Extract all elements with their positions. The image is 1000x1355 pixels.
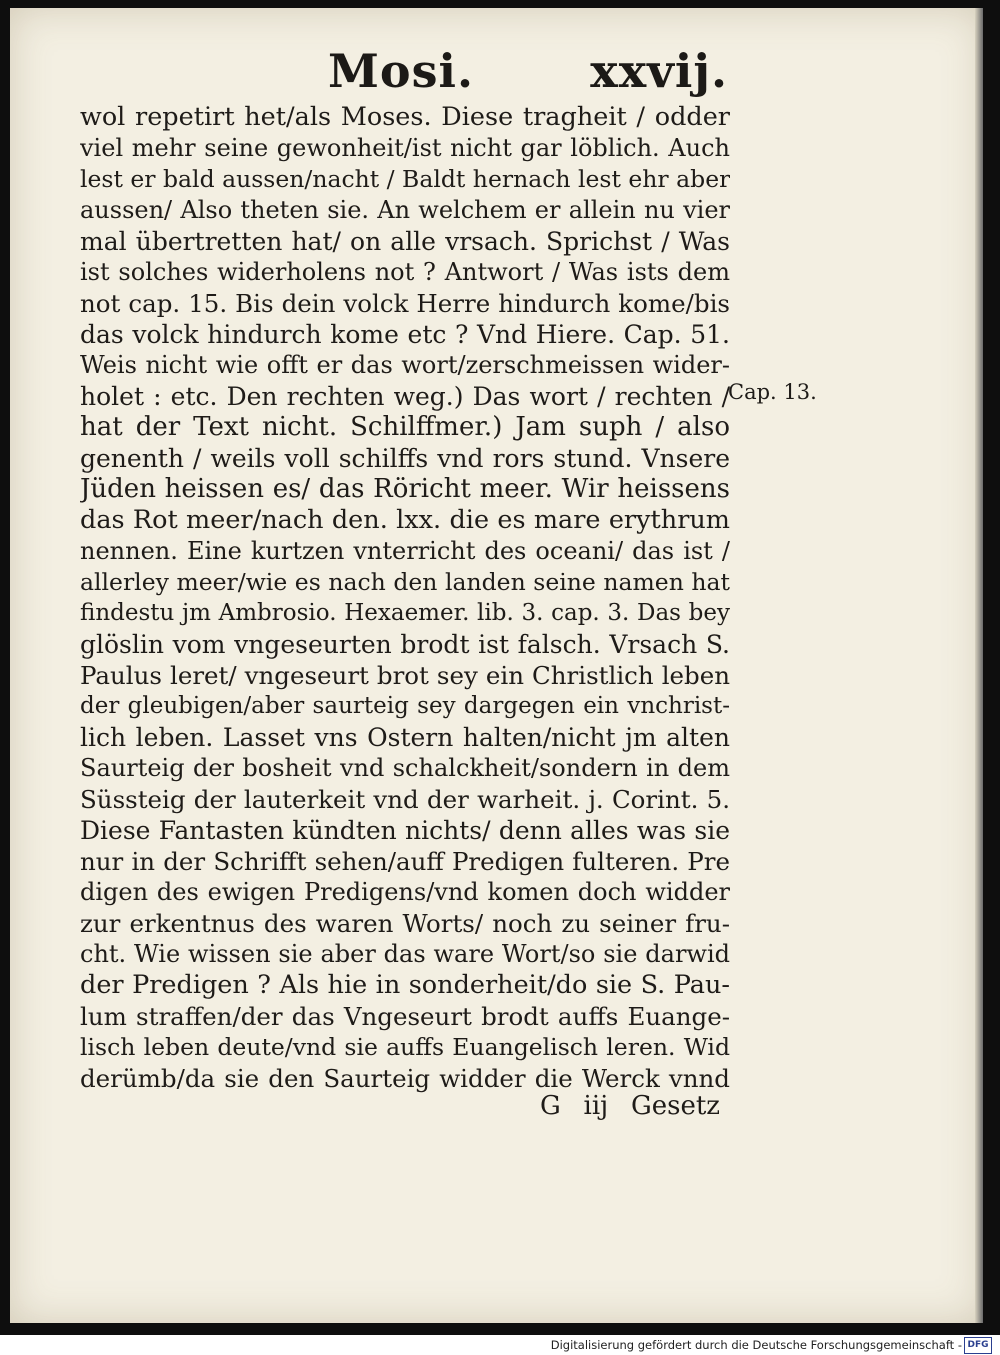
- text-line: derümb/da sie den Saurteig widder die Werck vnnd: [80, 1064, 730, 1093]
- folio-number: xxvij.: [590, 44, 728, 98]
- text-line: viel mehr seine gewonheit/ist nicht gar löblich. Auch: [80, 134, 730, 162]
- text-line: lest er bald aussen/nacht / Baldt hernach lest ehr aber: [80, 165, 730, 193]
- text-line: wol repetirt het/als Moses. Diese tragheit / odder: [80, 102, 730, 132]
- text-line: das volck hindurch kome etc ? Vnd Hiere. Cap. 51.: [80, 320, 730, 349]
- text-line: mal übertretten hat/ on alle vrsach. Sprichst / Was: [80, 227, 730, 256]
- text-line: ist solches widerholens not ? Antwort / Was ists dem: [80, 258, 730, 286]
- page-edge: [975, 8, 983, 1323]
- running-head: [328, 44, 728, 104]
- text-line: holet : etc. Den rechten weg.) Das wort / rechten /: [80, 382, 730, 411]
- footer-bar: [0, 1335, 1000, 1355]
- text-line: hat der Text nicht. Schilffmer.) Jam suph / also: [80, 412, 730, 442]
- text-line: der gleubigen/aber saurteig sey dargegen ein vnchrist-: [80, 693, 730, 719]
- body-text: [80, 102, 730, 1094]
- text-line: der Predigen ? Als hie in sonderheit/do sie S. Pau-: [80, 970, 730, 1000]
- running-head-title: Mosi.: [328, 44, 474, 98]
- text-line: Jüden heissen es/ das Röricht meer. Wir heissens: [80, 474, 730, 504]
- signature-line: [540, 1091, 720, 1121]
- margin-note: Cap. 13.: [728, 380, 817, 404]
- text-line: lich leben. Lasset vns Ostern halten/nicht jm alten: [80, 723, 730, 752]
- signature-leaf: iij: [583, 1091, 609, 1121]
- text-line: nennen. Eine kurtzen vnterricht des oceani/ das ist /: [80, 537, 730, 565]
- book-page: [10, 8, 983, 1323]
- text-line: Weis nicht wie offt er das wort/zerschmeissen wider-: [80, 351, 730, 379]
- text-line: digen des ewigen Predigens/vnd komen doch widder: [80, 878, 730, 906]
- text-line: allerley meer/wie es nach den landen seine namen hat: [80, 568, 730, 596]
- text-line: aussen/ Also theten sie. An welchem er allein nu vier: [80, 196, 730, 224]
- text-line: das Rot meer/nach den. lxx. die es mare erythrum: [80, 505, 730, 535]
- text-line: findestu jm Ambrosio. Hexaemer. lib. 3. cap. 3. Das bey: [80, 600, 730, 626]
- text-line: genenth / weils voll schilffs vnd rors stund. Vnsere: [80, 444, 730, 473]
- footer-credit: Digitalisierung gefördert durch die Deutsche Forschungsgemeinschaft -: [550, 1338, 962, 1352]
- signature-mark: G: [540, 1091, 561, 1121]
- dfg-logo-icon: DFG: [964, 1337, 992, 1354]
- text-line: nur in der Schrifft sehen/auff Predigen fulteren. Pre: [80, 847, 730, 876]
- text-line: glöslin vom vngeseurten brodt ist falsch. Vrsach S.: [80, 630, 730, 659]
- catchword: Gesetz: [630, 1091, 720, 1121]
- text-line: zur erkentnus des waren Worts/ noch zu seiner fru-: [80, 909, 730, 938]
- text-line: Diese Fantasten kündten nichts/ denn alles was sie: [80, 816, 730, 845]
- text-line: Süssteig der lauterkeit vnd der warheit. j. Corint. 5.: [80, 785, 730, 814]
- text-line: not cap. 15. Bis dein volck Herre hindurch kome/bis: [80, 289, 730, 318]
- text-line: Saurteig der bosheit vnd schalckheit/sondern in dem: [80, 754, 730, 782]
- text-line: cht. Wie wissen sie aber das ware Wort/so sie darwid: [80, 940, 730, 968]
- text-line: lum straffen/der das Vngeseurt brodt auffs Euange-: [80, 1002, 730, 1031]
- text-line: lisch leben deute/vnd sie auffs Euangelisch leren. Wid: [80, 1033, 730, 1061]
- text-line: Paulus leret/ vngeseurt brot sey ein Christlich leben: [80, 661, 730, 690]
